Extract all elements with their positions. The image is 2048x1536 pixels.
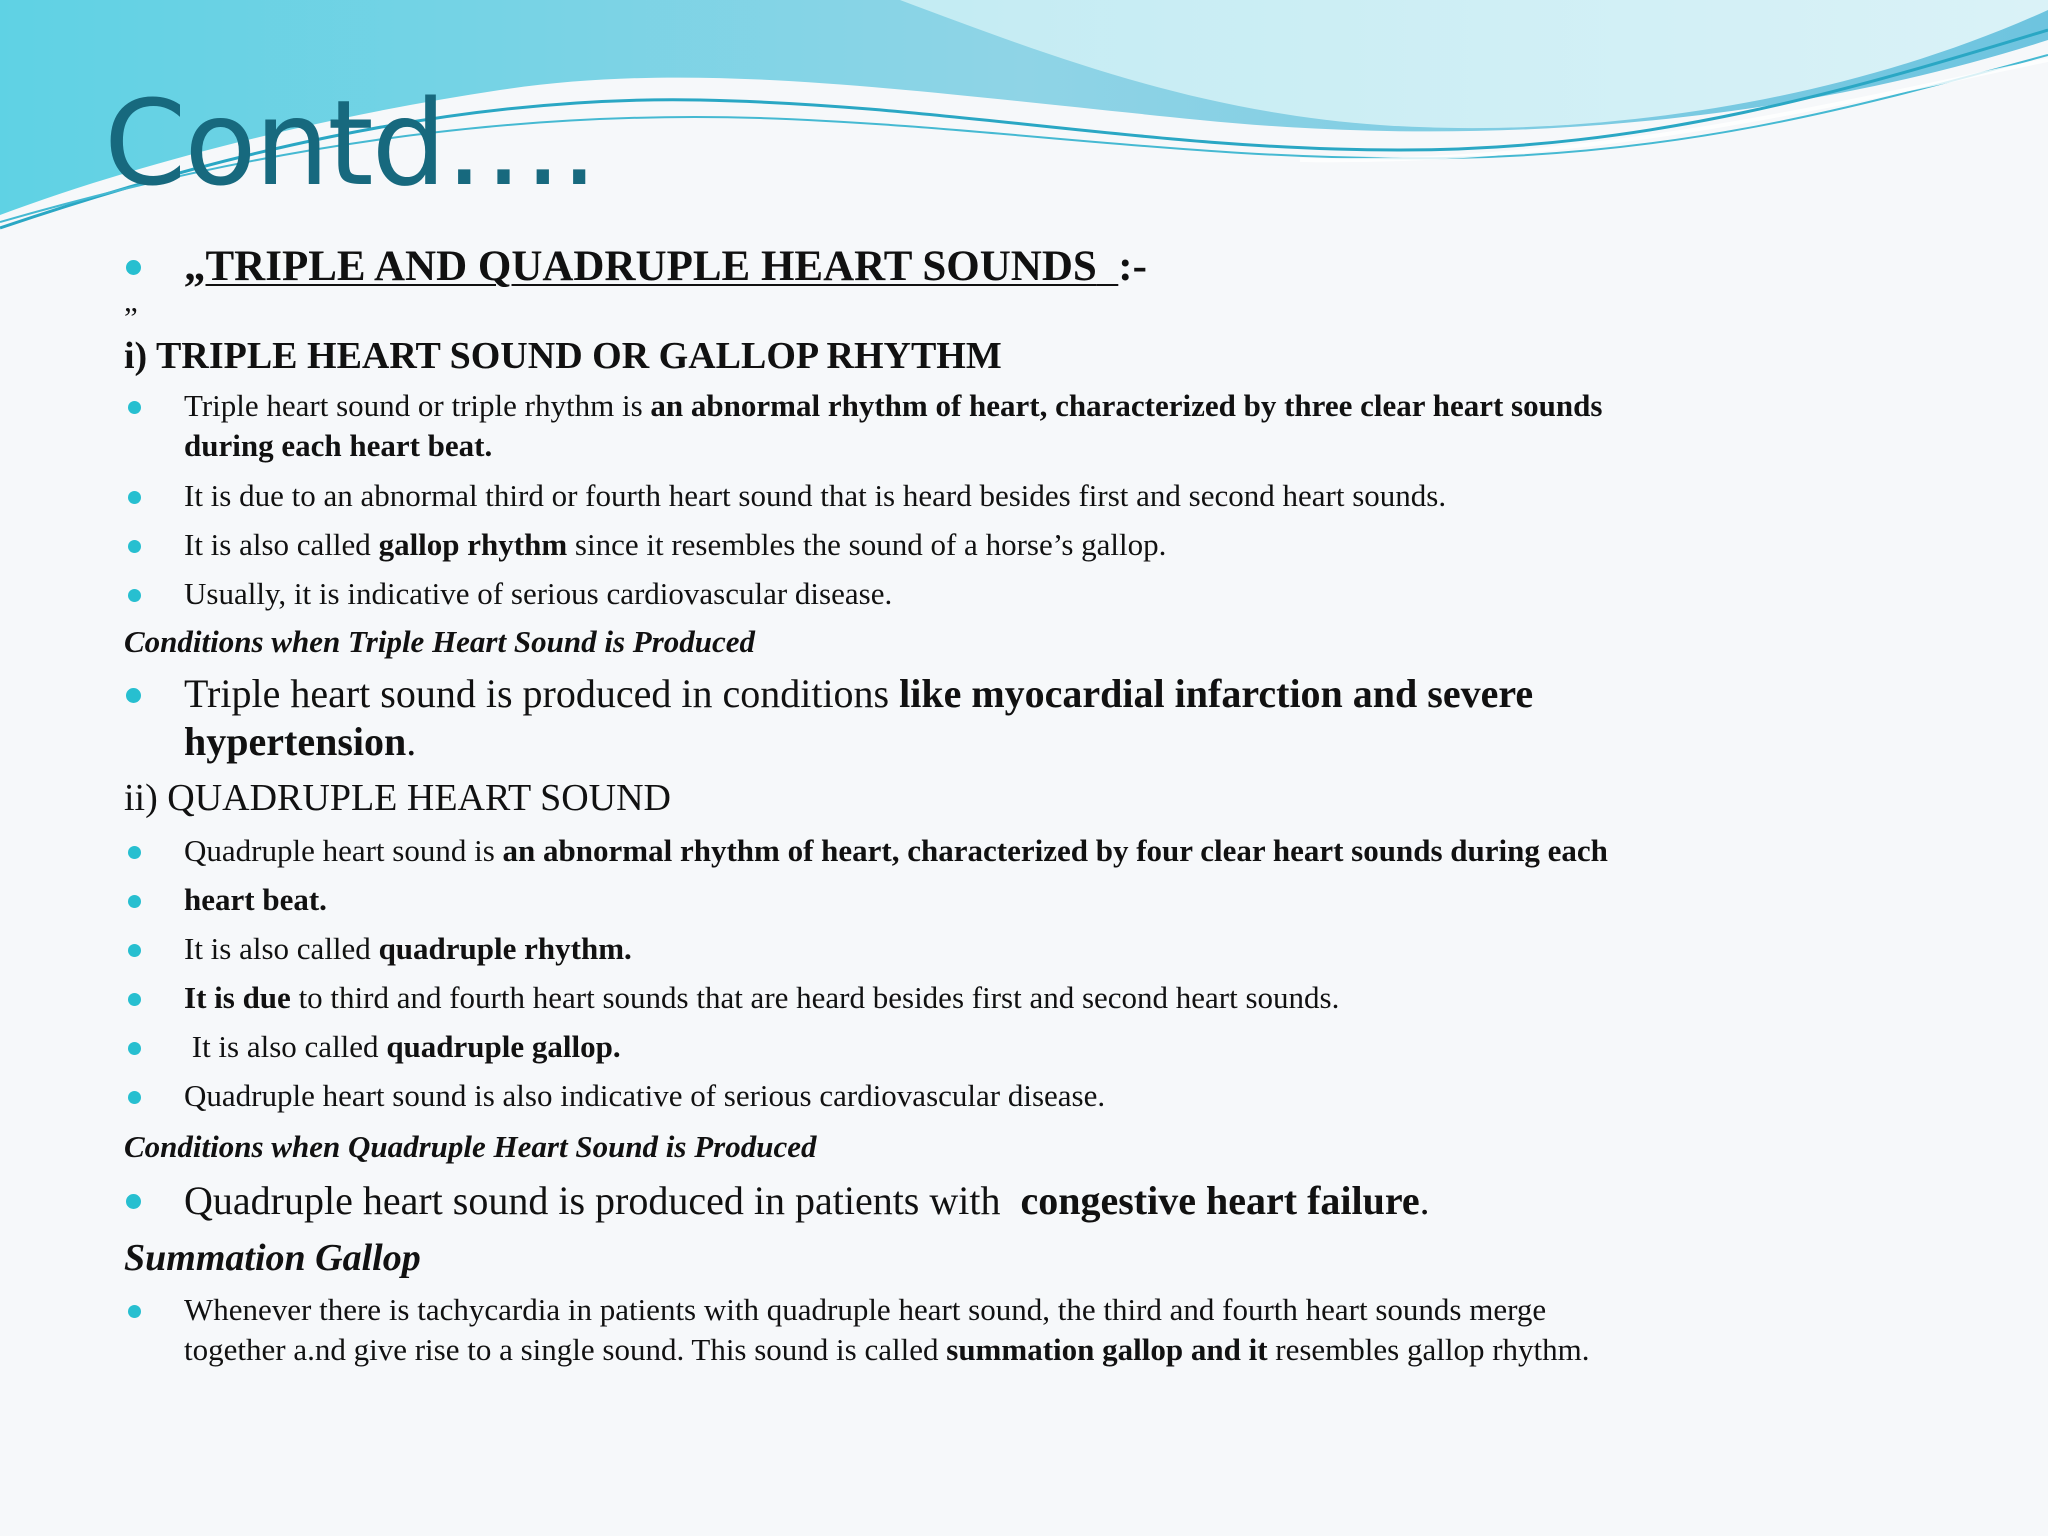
list-item-continuation: together a.nd give rise to a single sound. This sound is called summation gallop and it resembles gallop rhythm. bbox=[184, 1332, 1590, 1367]
bullet bbox=[128, 1042, 141, 1055]
bullet bbox=[128, 589, 141, 602]
bullet bbox=[128, 1091, 141, 1104]
list-item: It is also called quadruple rhythm. bbox=[184, 931, 632, 966]
subsection-label-quadruple: ii) QUADRUPLE HEART SOUND bbox=[124, 777, 671, 819]
bullet bbox=[126, 688, 141, 703]
list-item: Quadruple heart sound is produced in patients with congestive heart failure. bbox=[184, 1178, 1430, 1223]
list-item-continuation: during each heart beat. bbox=[184, 428, 493, 463]
bullet bbox=[128, 401, 141, 414]
list-item: Triple heart sound or triple rhythm is an abnormal rhythm of heart, characterized by three clear heart sounds bbox=[184, 388, 1603, 423]
bullet bbox=[128, 993, 141, 1006]
bullet bbox=[128, 944, 141, 957]
bullet bbox=[126, 260, 141, 275]
list-item: Usually, it is indicative of serious cardiovascular disease. bbox=[184, 576, 893, 611]
summation-gallop-heading: Summation Gallop bbox=[124, 1237, 421, 1279]
list-item: It is also called gallop rhythm since it resembles the sound of a horse’s gallop. bbox=[184, 527, 1167, 562]
bullet bbox=[128, 491, 141, 504]
list-item: It is due to an abnormal third or fourth heart sound that is heard besides first and second heart sounds. bbox=[184, 478, 1447, 513]
bullet bbox=[128, 846, 141, 859]
list-item: It is due to third and fourth heart sounds that are heard besides first and second heart sounds. bbox=[184, 980, 1340, 1015]
closing-quote: ” bbox=[124, 300, 138, 335]
list-item: Whenever there is tachycardia in patients with quadruple heart sound, the third and fourth heart sounds merge bbox=[184, 1292, 1547, 1327]
list-item: Triple heart sound is produced in conditions like myocardial infarction and severe bbox=[184, 671, 1534, 716]
list-item: Quadruple heart sound is an abnormal rhythm of heart, characterized by four clear heart sounds during each bbox=[184, 833, 1608, 868]
conditions-heading-quadruple: Conditions when Quadruple Heart Sound is Produced bbox=[124, 1129, 817, 1164]
list-item: heart beat. bbox=[184, 882, 327, 917]
subsection-label-triple: i) TRIPLE HEART SOUND OR GALLOP RHYTHM bbox=[124, 335, 1002, 377]
slide-title: Contd…. bbox=[104, 74, 597, 212]
bullet bbox=[128, 895, 141, 908]
list-item: Quadruple heart sound is also indicative of serious cardiovascular disease. bbox=[184, 1078, 1106, 1113]
bullet bbox=[126, 1194, 141, 1209]
list-item-continuation: hypertension. bbox=[184, 719, 417, 764]
section-heading: „TRIPLE AND QUADRUPLE HEART SOUNDS :- bbox=[184, 243, 1147, 290]
bullet bbox=[128, 540, 141, 553]
conditions-heading-triple: Conditions when Triple Heart Sound is Produced bbox=[124, 624, 756, 659]
list-item: It is also called quadruple gallop. bbox=[184, 1029, 621, 1064]
bullet bbox=[128, 1305, 141, 1318]
